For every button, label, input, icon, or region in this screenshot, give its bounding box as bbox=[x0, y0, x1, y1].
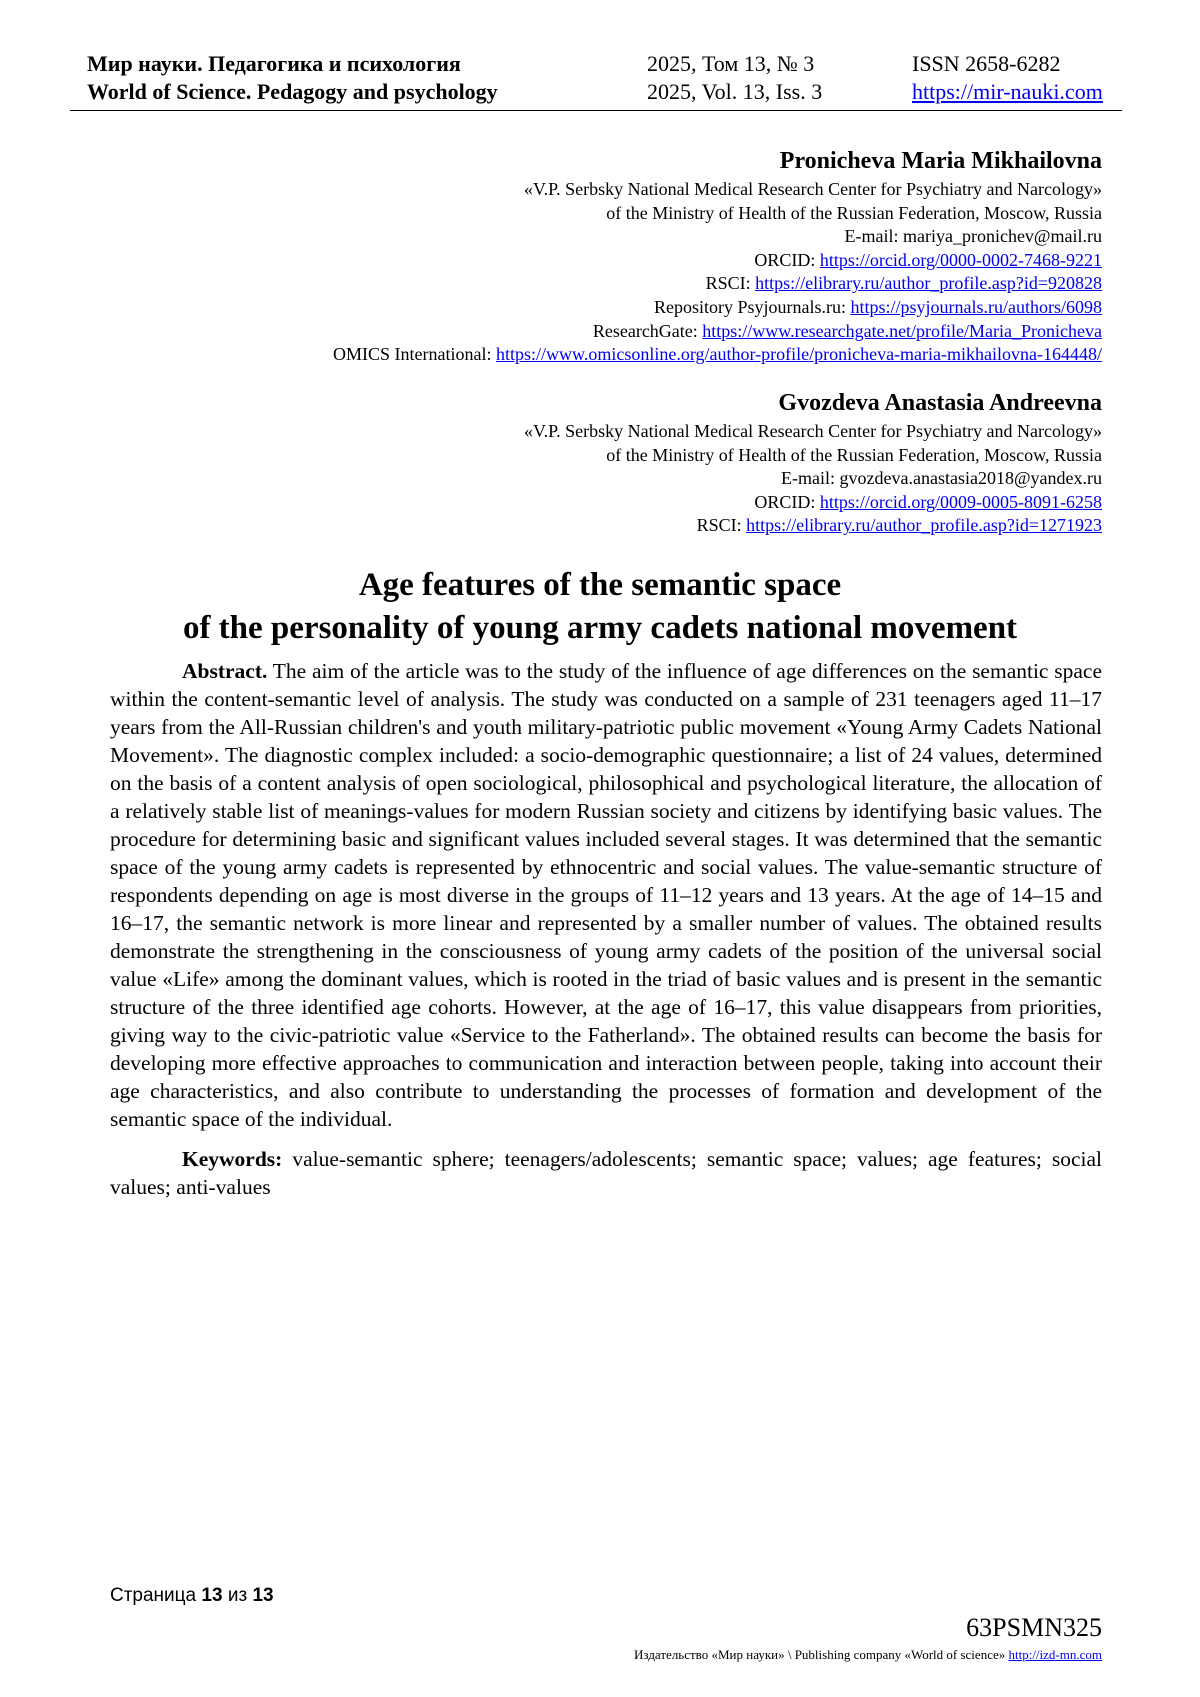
rsci-link[interactable]: https://elibrary.ru/author_profile.asp?id=1271923 bbox=[746, 515, 1102, 536]
header-row-ru bbox=[87, 50, 1117, 78]
author-affiliation: of the Ministry of Health of the Russian Federation, Moscow, Russia bbox=[606, 202, 1102, 223]
author-psyjournals: Repository Psyjournals.ru: https://psyjournals.ru/authors/6098 bbox=[654, 296, 1102, 317]
omics-link[interactable]: https://www.omicsonline.org/author-profile/pronicheva-maria-mikhailovna-164448/ bbox=[496, 344, 1102, 365]
abstract-text: The aim of the article was to the study of the influence of age differences on the semantic space within the content-semantic level of analysis. The study was conducted on a sample of 231 teenagers aged 11–17 years from the All-Russian children's and youth military-patriotic public movement «Young Army Cadets National Movement». The diagnostic complex included: a socio-demographic questionnaire; a list of 24 values, determined on the basis of a content analysis of open sociological, philosophical and psychological literature, the allocation of a relatively stable list of meanings-values for modern Russian society and citizens by identifying basic values. The procedure for determining basic and significant values included several stages. It was determined that the semantic space of the young army cadets is represented by ethnocentric and social values. The value-semantic structure of respondents depending on age is most diverse in the groups of 11–12 years and 13 years. At the age of 14–15 and 16–17, the semantic network is more linear and represented by a smaller number of values. The obtained results demonstrate the strengthening in the consciousness of young army cadets of the position of the universal social value «Life» among the dominant values, which is rooted in the triad of basic values and is present in the semantic structure of the three identified age cohorts. However, at the age of 16–17, this value disappears from priorities, giving way to the civic-patriotic value «Service to the Fatherland». The obtained results can become the basis for developing more effective approaches to communication and interaction between people, taking into account their age characteristics, and also contribute to understanding the processes of formation and development of the semantic space of the individual. bbox=[110, 659, 1102, 1131]
keywords-label: Keywords: bbox=[182, 1147, 283, 1171]
author-affiliation: of the Ministry of Health of the Russian Federation, Moscow, Russia bbox=[606, 444, 1102, 465]
publisher-link[interactable]: http://izd-mn.com bbox=[1008, 1647, 1102, 1662]
issue-ru: 2025, Том 13, № 3 bbox=[647, 51, 815, 76]
abstract-section bbox=[110, 657, 1102, 1201]
author-affiliation: «V.P. Serbsky National Medical Research Center for Psychiatry and Narcology» bbox=[523, 179, 1102, 199]
journal-title-ru: Мир науки. Педагогика и психология bbox=[87, 51, 461, 76]
abstract-label: Abstract. bbox=[182, 659, 268, 683]
author-rsci: RSCI: https://elibrary.ru/author_profile.asp?id=1271923 bbox=[696, 515, 1102, 536]
title-line-1: Age features of the semantic space bbox=[358, 567, 842, 603]
researchgate-link[interactable]: https://www.researchgate.net/profile/Maria_Pronicheva bbox=[702, 320, 1102, 341]
author-orcid: ORCID: https://orcid.org/0009-0005-8091-6258 bbox=[754, 491, 1102, 512]
keywords-paragraph bbox=[110, 1145, 1102, 1201]
issue-en: 2025, Vol. 13, Iss. 3 bbox=[647, 79, 823, 104]
title-line-2: of the personality of young army cadets national movement bbox=[182, 610, 1018, 646]
page-counter: Страница 13 из 13 bbox=[110, 1585, 274, 1606]
article-code: 63PSMN325 bbox=[966, 1613, 1102, 1642]
rsci-link[interactable]: https://elibrary.ru/author_profile.asp?id=920828 bbox=[755, 273, 1102, 294]
author-email: E-mail: gvozdeva.anastasia2018@yandex.ru bbox=[781, 468, 1102, 489]
author-researchgate: ResearchGate: https://www.researchgate.net/profile/Maria_Pronicheva bbox=[592, 320, 1102, 341]
author-block-1 bbox=[333, 146, 1102, 367]
author-rsci: RSCI: https://elibrary.ru/author_profile.asp?id=920828 bbox=[705, 273, 1102, 294]
orcid-link[interactable]: https://orcid.org/0009-0005-8091-6258 bbox=[819, 491, 1102, 512]
journal-header bbox=[87, 50, 1117, 112]
article-title bbox=[0, 564, 1200, 650]
page-total: 13 bbox=[252, 1585, 274, 1606]
author-name: Pronicheva Maria Mikhailovna bbox=[779, 148, 1102, 174]
header-divider bbox=[70, 110, 1122, 111]
author-omics: OMICS International: https://www.omicsonline.org/author-profile/pronicheva-maria-mikhailovna-164448/ bbox=[333, 344, 1102, 365]
orcid-link[interactable]: https://orcid.org/0000-0002-7468-9221 bbox=[819, 249, 1102, 270]
author-name: Gvozdeva Anastasia Andreevna bbox=[778, 390, 1102, 416]
author-email: E-mail: mariya_pronichev@mail.ru bbox=[844, 226, 1102, 247]
header-row-en bbox=[87, 78, 1117, 106]
author-affiliation: «V.P. Serbsky National Medical Research Center for Psychiatry and Narcology» bbox=[523, 421, 1102, 441]
page-current: 13 bbox=[201, 1585, 223, 1606]
abstract-paragraph bbox=[110, 657, 1102, 1133]
psyjournals-link[interactable]: https://psyjournals.ru/authors/6098 bbox=[850, 296, 1102, 317]
author-block-2 bbox=[524, 388, 1102, 538]
journal-site-link[interactable]: https://mir-nauki.com bbox=[912, 79, 1103, 104]
keywords-text: value-semantic sphere; teenagers/adolescents; semantic space; values; age features; social values; anti-values bbox=[110, 1147, 1102, 1199]
author-orcid: ORCID: https://orcid.org/0000-0002-7468-9221 bbox=[754, 249, 1102, 270]
issn: ISSN 2658-6282 bbox=[912, 51, 1061, 76]
journal-title-en: World of Science. Pedagogy and psychology bbox=[87, 79, 498, 104]
publisher-line: Издательство «Мир науки» \ Publishing company «World of science» http://izd-mn.com bbox=[634, 1647, 1102, 1662]
